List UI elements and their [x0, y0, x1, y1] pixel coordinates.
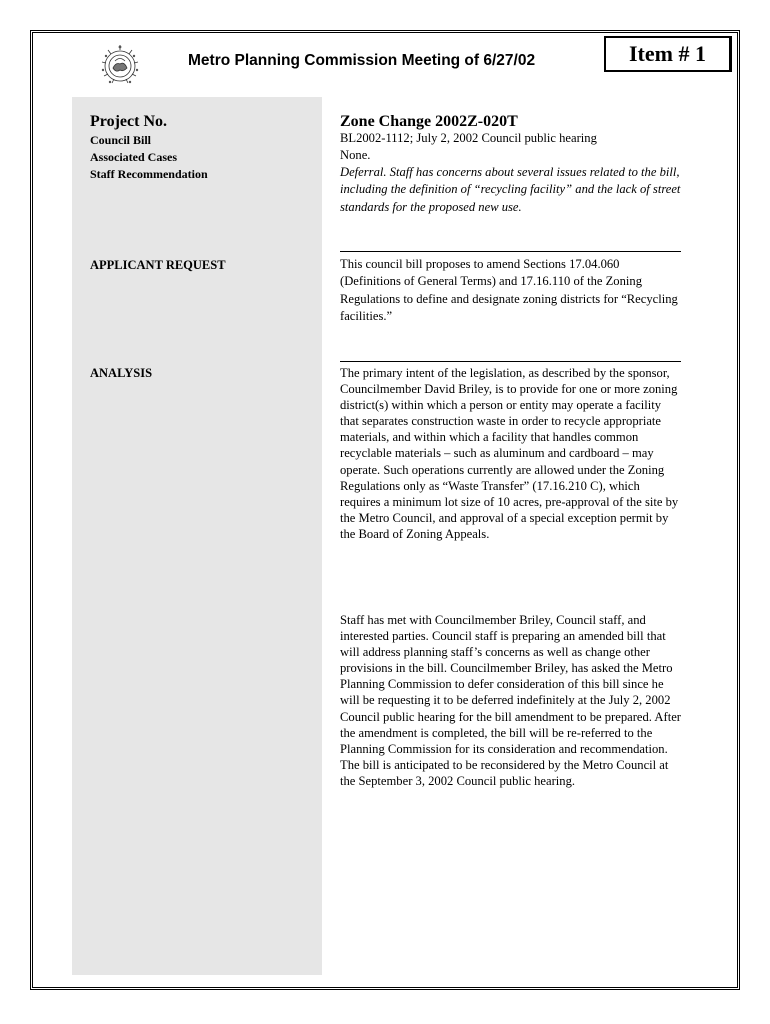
associated-cases-value: None.	[340, 148, 371, 162]
meeting-title: Metro Planning Commission Meeting of 6/27/02	[188, 52, 536, 69]
section-divider	[340, 361, 681, 362]
analysis-paragraph: Staff has met with Councilmember Briley, Council staff, and interested parties. Council staff is preparing an amended bill that will address planning staff’s concerns as well as change other provisions in the bill. Councilmember Briley, has asked the Metro Planning Commission to defer consideration of this bill since he will be requesting it to be deferred indefinitely at the July 2, 2002 Council public hearing for the bill amendment to be prepared. After the amendment is completed, the bill will be re-referred to the Planning Commission for its consideration and recommendation. The bill is anticipated to be reconsidered by the Metro Council at the September 3, 2002 Council public hearing.	[340, 613, 681, 788]
applicant-request-label: APPLICANT REQUEST	[90, 258, 226, 272]
council-bill-label: Council Bill	[90, 133, 152, 147]
applicant-request-text: This council bill proposes to amend Sections 17.04.060 (Definitions of General Terms) and 17.16.110 of the Zoning Regulations to define and designate zoning districts for “Recycling facilities.”	[340, 257, 678, 324]
analysis-label: ANALYSIS	[90, 366, 153, 380]
label-column	[72, 97, 322, 975]
council-bill-value: BL2002-1112; July 2, 2002 Council public hearing	[340, 131, 597, 145]
analysis-paragraph: The primary intent of the legislation, as described by the sponsor, Councilmember David Briley, is to provide for one or more zoning district(s) within which a person or entity may operate a facility that separates construction waste in order to recycle appropriate materials, and within which a facility that handles common recyclable materials – such as aluminum and cardboard – may operate. Such operations currently are allowed under the Zoning Regulations only as “Waste Transfer” (17.16.210 C), which requires a minimum lot size of 10 acres, pre-approval of the site by the Metro Council, and approval of a special exception permit by the Board of Zoning Appeals.	[340, 366, 679, 541]
project-number: Zone Change 2002Z-020T	[340, 113, 518, 130]
staff-recommendation-value: Deferral. Staff has concerns about several issues related to the bill, including the definition of “recycling facility” and the lack of street standards for the proposed new use.	[340, 165, 681, 214]
associated-cases-label: Associated Cases	[90, 150, 177, 164]
item-number-badge: Item # 1	[604, 36, 732, 72]
project-no-label: Project No.	[90, 113, 167, 130]
section-divider	[340, 251, 681, 252]
city-seal-icon	[98, 42, 142, 88]
staff-recommendation-label: Staff Recommendation	[90, 167, 208, 181]
